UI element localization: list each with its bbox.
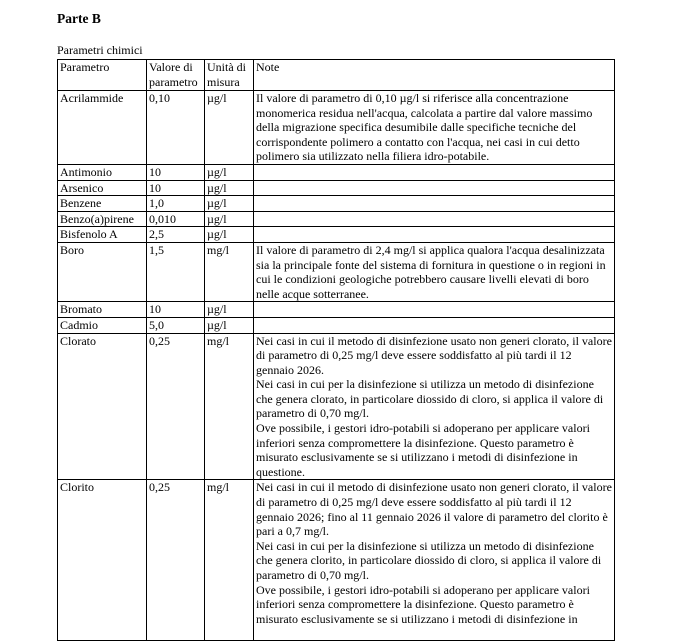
header-unita: Unità di misura xyxy=(205,60,254,91)
header-valore: Valore di parametro xyxy=(147,60,205,91)
cell-note xyxy=(254,180,615,196)
cell-valore: 0,25 xyxy=(147,333,205,480)
cell-unita: µg/l xyxy=(205,91,254,165)
cell-parametro: Antimonio xyxy=(58,164,147,180)
cell-unita: µg/l xyxy=(205,196,254,212)
table-row xyxy=(58,164,615,180)
cell-valore: 1,0 xyxy=(147,196,205,212)
cell-valore: 10 xyxy=(147,302,205,318)
cell-unita: mg/l xyxy=(205,480,254,641)
cell-parametro: Acrilammide xyxy=(58,91,147,165)
cell-note: Nei casi in cui il metodo di disinfezione usato non generi clorato, il valore di parametro di 0,25 mg/l deve essere soddisfatto al più tardi il 12 gennaio 2026; fino al 11 gennaio 2026 il valore di parametro del clorito è pari a 0,7 mg/l. Nei casi in cui per la disinfezione si utilizza un metodo di disinfezione che genera clorito, in particolare diossido di cloro, si applica il valore di parametro di 0,70 mg/l. Ove possibile, i gestori idro-potabili si adoperano per applicare valori inferiori senza compromettere la disinfezione. Questo parametro è misurato esclusivamente se si utilizzano i metodi di disinfezione in xyxy=(254,480,615,641)
cell-note xyxy=(254,317,615,333)
cell-note xyxy=(254,196,615,212)
cell-valore: 10 xyxy=(147,164,205,180)
table-row xyxy=(58,480,615,641)
cell-unita: µg/l xyxy=(205,302,254,318)
table-row xyxy=(58,317,615,333)
cell-valore: 0,25 xyxy=(147,480,205,641)
table-row xyxy=(58,242,615,301)
cell-note xyxy=(254,211,615,227)
cell-unita: µg/l xyxy=(205,211,254,227)
cell-unita: µg/l xyxy=(205,227,254,243)
header-parametro: Parametro xyxy=(58,60,147,91)
table-header-row xyxy=(58,60,615,91)
cell-note: Il valore di parametro di 0,10 µg/l si riferisce alla concentrazione monomerica residua nell'acqua, calcolata a partire dal valore massimo della migrazione specifica desumibile dalle specifiche tecniche del corrispondente polimero a contatto con l'acqua, nei casi in cui detto polimero sia utilizzato nella filiera idro-potabile. xyxy=(254,91,615,165)
header-note: Note xyxy=(254,60,615,91)
section-title: Parte B xyxy=(57,11,101,26)
cell-parametro: Clorito xyxy=(58,480,147,641)
cell-unita: mg/l xyxy=(205,242,254,301)
cell-note xyxy=(254,227,615,243)
cell-parametro: Bromato xyxy=(58,302,147,318)
cell-valore: 1,5 xyxy=(147,242,205,301)
cell-parametro: Cadmio xyxy=(58,317,147,333)
cell-valore: 10 xyxy=(147,180,205,196)
cell-parametro: Boro xyxy=(58,242,147,301)
table-row xyxy=(58,227,615,243)
cell-note xyxy=(254,302,615,318)
chemical-parameters-table xyxy=(57,59,615,641)
cell-parametro: Arsenico xyxy=(58,180,147,196)
cell-unita: µg/l xyxy=(205,317,254,333)
cell-note: Il valore di parametro di 2,4 mg/l si applica qualora l'acqua desalinizzata sia la principale fonte del sistema di fornitura in questione o in regioni in cui le condizioni geologiche potrebbero causare livelli elevati di boro nelle acque sotterranee. xyxy=(254,242,615,301)
cell-valore: 5,0 xyxy=(147,317,205,333)
cell-unita: mg/l xyxy=(205,333,254,480)
table-row xyxy=(58,180,615,196)
table-row xyxy=(58,91,615,165)
cell-parametro: Benzo(a)pirene xyxy=(58,211,147,227)
cell-valore: 2,5 xyxy=(147,227,205,243)
cell-valore: 0,10 xyxy=(147,91,205,165)
cell-note: Nei casi in cui il metodo di disinfezione usato non generi clorato, il valore di parametro di 0,25 mg/l deve essere soddisfatto al più tardi il 12 gennaio 2026. Nei casi in cui per la disinfezione si utilizza un metodo di disinfezione che genera clorato, in particolare diossido di cloro, si applica il valore di parametro di 0,70 mg/l. Ove possibile, i gestori idro-potabili si adoperano per applicare valori inferiori senza compromettere la disinfezione. Questo parametro è misurato esclusivamente se si utilizzano i metodi di disinfezione in questione. xyxy=(254,333,615,480)
cell-parametro: Bisfenolo A xyxy=(58,227,147,243)
table-row xyxy=(58,211,615,227)
cell-unita: µg/l xyxy=(205,164,254,180)
cell-parametro: Clorato xyxy=(58,333,147,480)
cell-note xyxy=(254,164,615,180)
table-caption: Parametri chimici xyxy=(57,43,143,57)
cell-unita: µg/l xyxy=(205,180,254,196)
cell-parametro: Benzene xyxy=(58,196,147,212)
table-row xyxy=(58,333,615,480)
cell-valore: 0,010 xyxy=(147,211,205,227)
table-row xyxy=(58,196,615,212)
table-row xyxy=(58,302,615,318)
